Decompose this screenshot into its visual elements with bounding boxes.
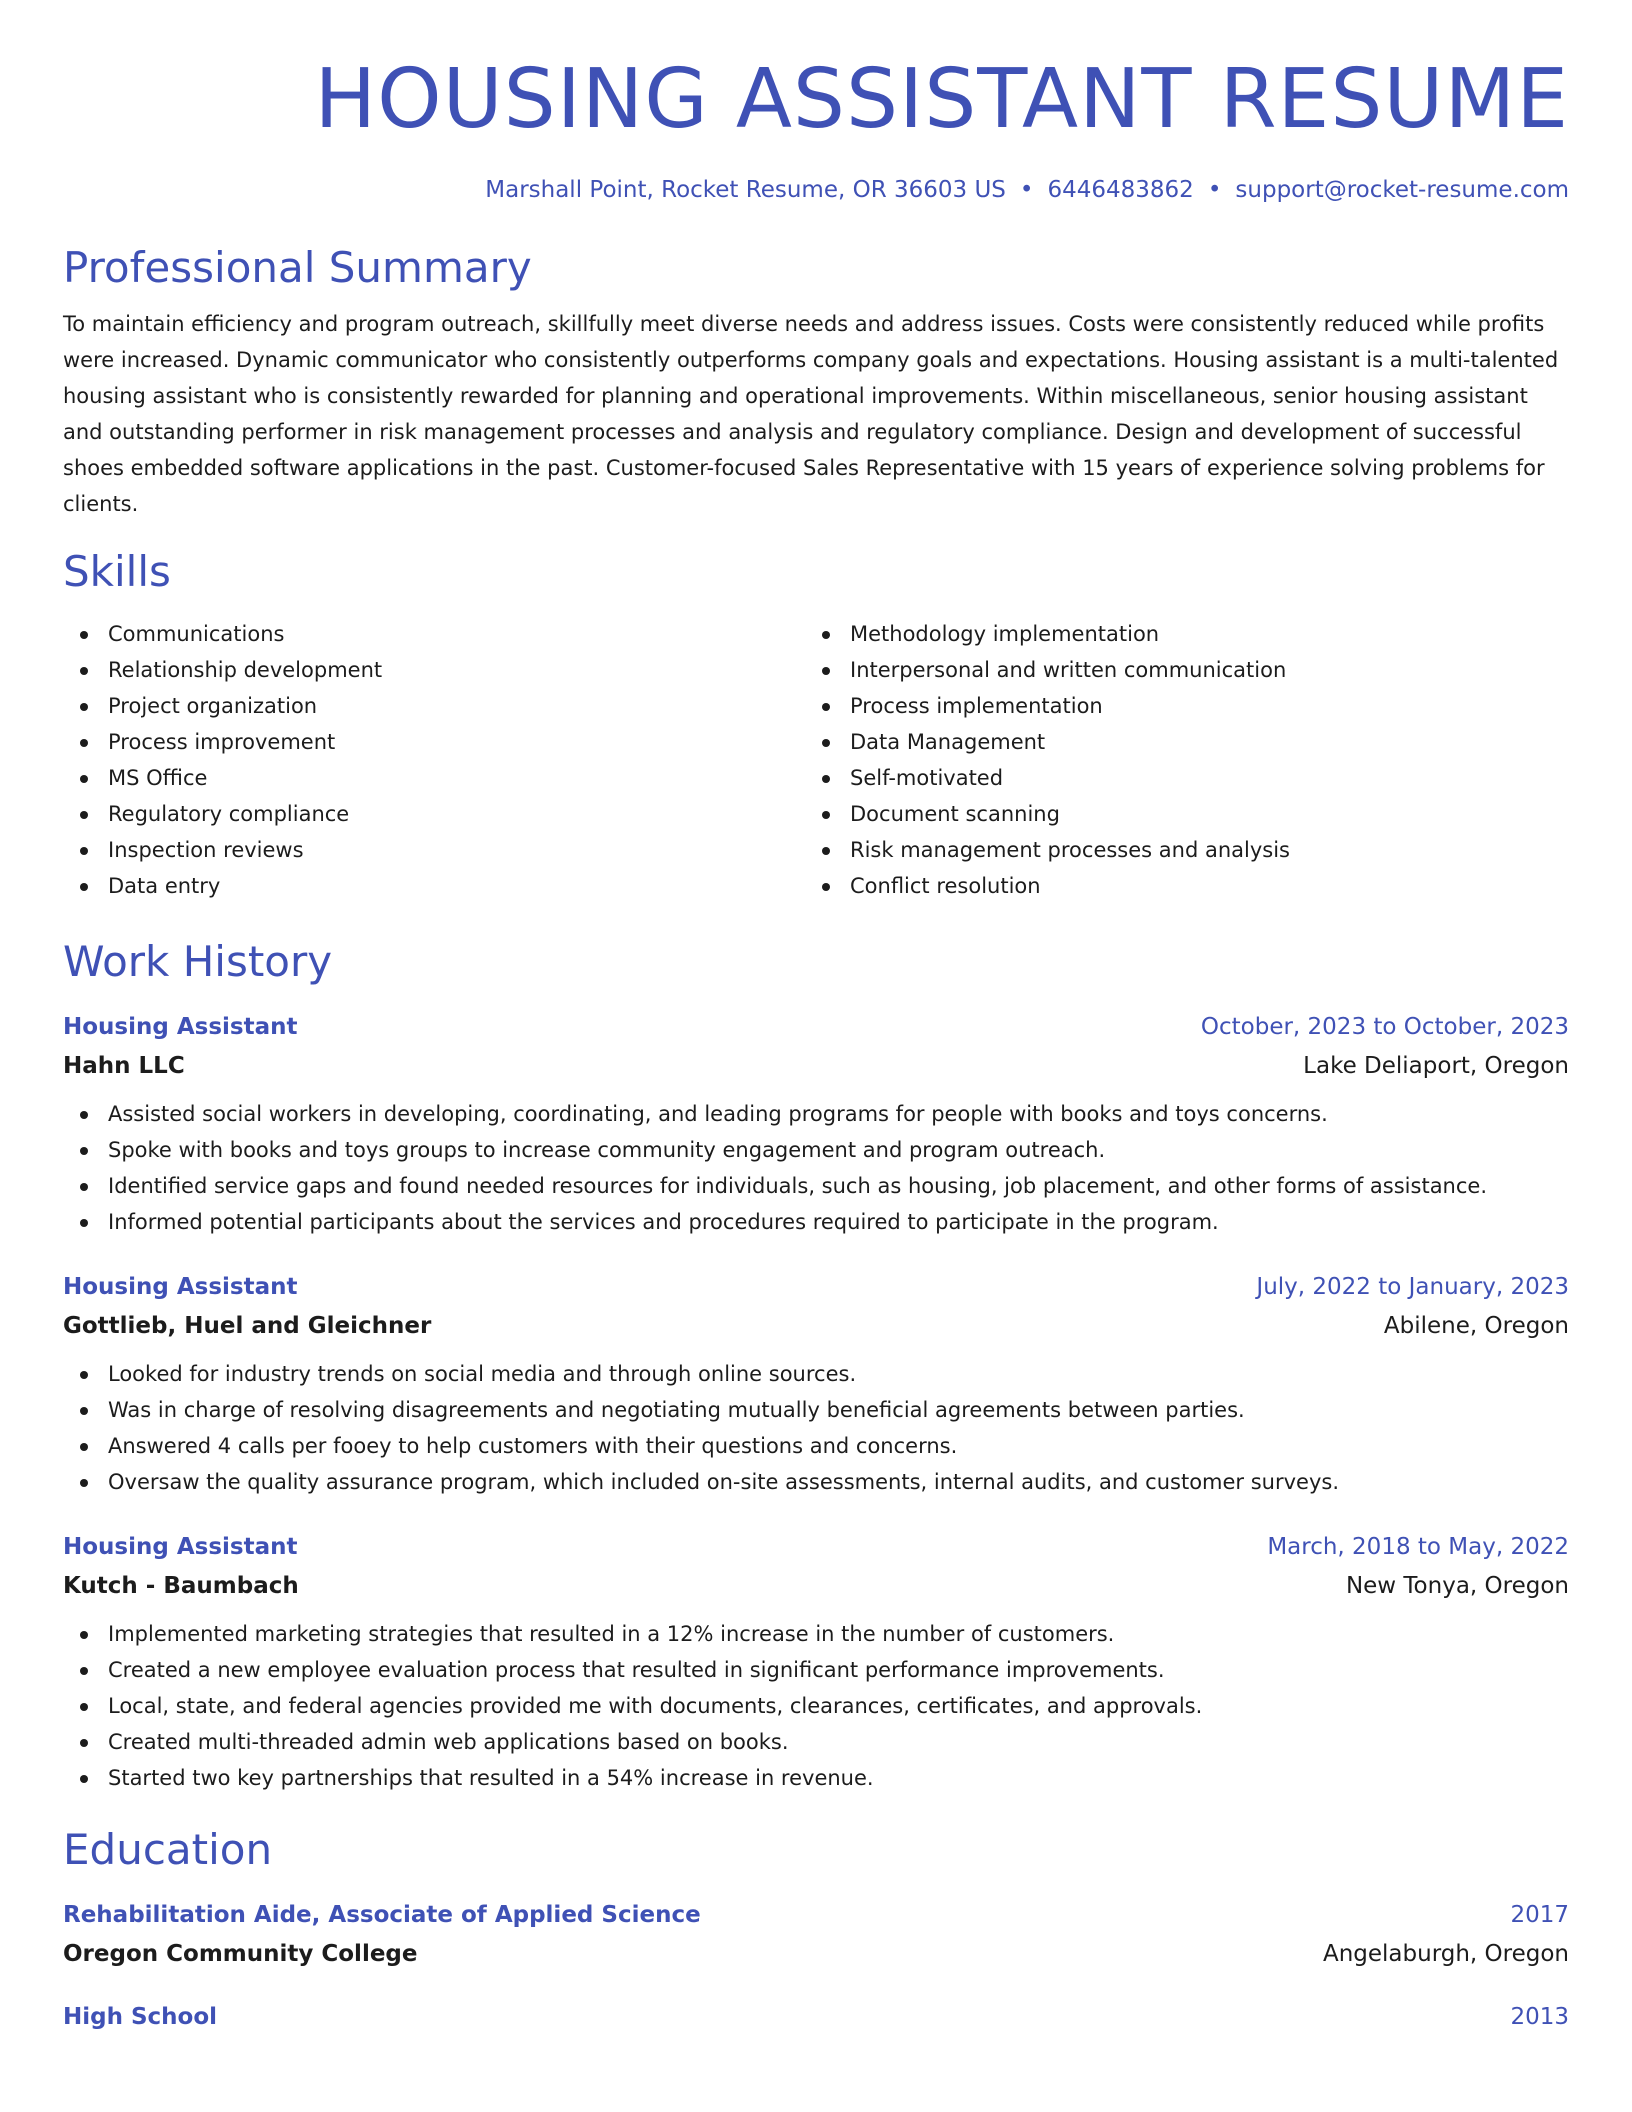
job-bullet: Answered 4 calls per fooey to help customers with their questions and concerns.	[63, 1428, 1569, 1464]
education-section	[63, 1822, 1569, 2036]
summary-heading: Professional Summary	[63, 243, 532, 292]
job-bullet: Oversaw the quality assurance program, which included on-site assessments, internal audits, and customer surveys.	[63, 1464, 1569, 1500]
job-bullet: Was in charge of resolving disagreements and negotiating mutually beneficial agreements between parties.	[63, 1392, 1569, 1428]
job-title: Housing Assistant	[63, 1534, 298, 1560]
job-entry	[63, 1528, 1569, 1796]
job-bullet: Implemented marketing strategies that resulted in a 12% increase in the number of customers.	[63, 1616, 1569, 1652]
education-entry	[63, 1896, 1569, 1974]
education-entry	[63, 1998, 1569, 2036]
job-employer-row	[63, 1046, 1569, 1086]
work-history-section	[63, 934, 1569, 1796]
job-title-row	[63, 1008, 1569, 1046]
job-employer-row	[63, 1566, 1569, 1606]
job-employer: Hahn LLC	[63, 1053, 185, 1079]
education-year: 2017	[1510, 1902, 1569, 1928]
job-bullet: Spoke with books and toys groups to increase community engagement and program outreach.	[63, 1132, 1569, 1168]
work-history-heading: Work History	[63, 937, 333, 986]
job-bullet: Local, state, and federal agencies provided me with documents, clearances, certificates, and approvals.	[63, 1688, 1569, 1724]
education-degree-row	[63, 1896, 1569, 1934]
skills-heading: Skills	[63, 547, 171, 596]
page-title: HOUSING ASSISTANT RESUME	[314, 52, 1569, 147]
job-bullet: Started two key partnerships that resulted in a 54% increase in revenue.	[63, 1760, 1569, 1796]
summary-text: To maintain efficiency and program outreach, skillfully meet diverse needs and address issues. Costs were consistently reduced while profits were increased. Dynamic communicator who consistently outperforms company goals and expectations. Housing assistant is a multi-talented housing assistant who is consistently rewarded for planning and operational improvements. Within miscellaneous, senior housing assistant and outstanding performer in risk management processes and analysis and regulatory compliance. Design and development of successful shoes embedded software applications in the past. Customer-focused Sales Representative with 15 years of experience solving problems for clients.	[63, 312, 1559, 516]
skills-section	[63, 544, 1569, 904]
job-location: New Tonya, Oregon	[1345, 1573, 1569, 1599]
contact-address: Marshall Point, Rocket Resume, OR 36603 US	[485, 177, 1006, 203]
job-bullet: Informed potential participants about the services and procedures required to participate in the program.	[63, 1204, 1569, 1240]
skill-item: Data Management	[805, 724, 1547, 760]
job-bullet: Assisted social workers in developing, coordinating, and leading programs for people with books and toys concerns.	[63, 1096, 1569, 1132]
contact-phone: 6446483862	[1047, 177, 1194, 203]
skill-item: Relationship development	[63, 652, 805, 688]
skills-list-right	[805, 616, 1547, 904]
resume-header	[63, 48, 1569, 206]
job-bullets	[63, 1356, 1569, 1500]
job-location: Lake Deliaport, Oregon	[1303, 1053, 1569, 1079]
skills-list-left	[63, 616, 805, 904]
skill-item: MS Office	[63, 760, 805, 796]
skill-item: Conflict resolution	[805, 868, 1547, 904]
job-employer: Gottlieb, Huel and Gleichner	[63, 1313, 432, 1339]
skill-item: Project organization	[63, 688, 805, 724]
education-school: Oregon Community College	[63, 1941, 418, 1967]
contact-separator: •	[1207, 177, 1222, 203]
job-dates: March, 2018 to May, 2022	[1267, 1534, 1569, 1560]
education-degree: Rehabilitation Aide, Associate of Applied Science	[63, 1902, 701, 1928]
skill-item: Process improvement	[63, 724, 805, 760]
job-dates: October, 2023 to October, 2023	[1200, 1014, 1569, 1040]
job-title-row	[63, 1268, 1569, 1306]
contact-email[interactable]: support@rocket-resume.com	[1235, 177, 1569, 203]
skill-item: Regulatory compliance	[63, 796, 805, 832]
contact-separator: •	[1019, 177, 1034, 203]
job-dates: July, 2022 to January, 2023	[1256, 1274, 1569, 1300]
skill-item: Interpersonal and written communication	[805, 652, 1547, 688]
job-bullet: Looked for industry trends on social media and through online sources.	[63, 1356, 1569, 1392]
job-bullet: Created multi-threaded admin web applications based on books.	[63, 1724, 1569, 1760]
education-year: 2013	[1510, 2004, 1569, 2030]
job-title: Housing Assistant	[63, 1014, 298, 1040]
education-degree-row	[63, 1998, 1569, 2036]
skill-item: Self-motivated	[805, 760, 1547, 796]
skill-item: Data entry	[63, 868, 805, 904]
job-entry	[63, 1008, 1569, 1240]
contact-line	[63, 174, 1569, 206]
job-bullet: Identified service gaps and found needed resources for individuals, such as housing, job placement, and other forms of assistance.	[63, 1168, 1569, 1204]
job-bullet: Created a new employee evaluation process that resulted in significant performance improvements.	[63, 1652, 1569, 1688]
skill-item: Inspection reviews	[63, 832, 805, 868]
job-bullets	[63, 1096, 1569, 1240]
skill-item: Communications	[63, 616, 805, 652]
job-title: Housing Assistant	[63, 1274, 298, 1300]
job-employer: Kutch - Baumbach	[63, 1573, 299, 1599]
job-location: Abilene, Oregon	[1383, 1313, 1569, 1339]
skill-item: Risk management processes and analysis	[805, 832, 1547, 868]
job-employer-row	[63, 1306, 1569, 1346]
education-degree: High School	[63, 2004, 218, 2030]
education-heading: Education	[63, 1825, 273, 1874]
skill-item: Document scanning	[805, 796, 1547, 832]
education-school-row	[63, 1934, 1569, 1974]
education-location: Angelaburgh, Oregon	[1322, 1941, 1569, 1967]
skill-item: Methodology implementation	[805, 616, 1547, 652]
summary-section	[63, 240, 1569, 522]
job-entry	[63, 1268, 1569, 1500]
job-title-row	[63, 1528, 1569, 1566]
skill-item: Process implementation	[805, 688, 1547, 724]
skills-columns	[63, 616, 1569, 904]
job-bullets	[63, 1616, 1569, 1796]
